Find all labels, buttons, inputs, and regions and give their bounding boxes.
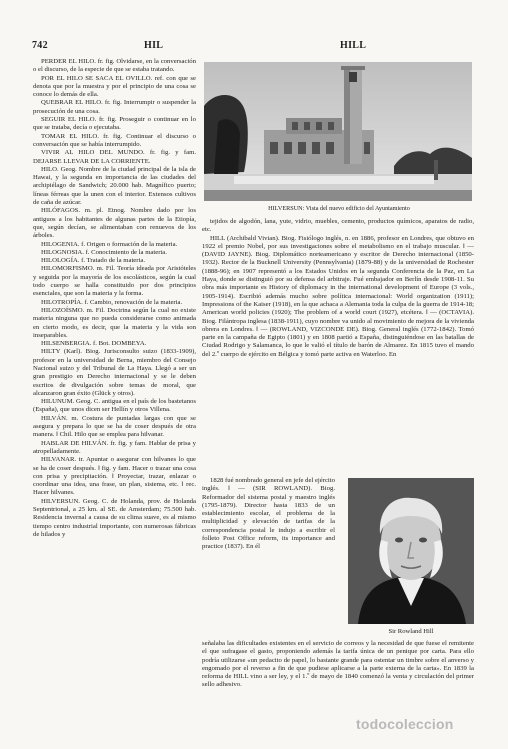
left-running-head: HIL <box>144 40 164 51</box>
dictionary-entry: HILOMORFISMO. m. Fil. Teoría ideada por Aristóteles y seguida por la mayoría de los escolásticos, según la cual todo cuerpo se halla constituido por dos principios esenciales, que son la materia y la forma. <box>33 265 196 298</box>
dictionary-entry: HILOLOGÍA. f. Tratado de la materia. <box>41 257 145 265</box>
dictionary-entry: HILL (Archibald Vivian). Biog. Fisiólogo inglés, n. en 1886, profesor en Londres, que obtuvo en 1922 el premio Nobel, por sus investigaciones sobre el metabolismo en el trabajo muscular. ‖ — (DAVID JAYNE). Biog. Diplomático norteamericano y escritor de Derecho internacional (1850-1932). Rector de la Bucknell University (Pennsylvania) (1879-88) y de la universidad de Rochester (1888-96); en 1907 representó a los Estados Unidos en la segunda Conferencia de la Paz, en La Haya, donde se distinguió por su defensa del arbitraje. Fué embajador en Berlín desde 1908-11. Su obra más importante es History of diplomacy in the international development of Europe (3 vols., 1905-1914). Escribió además mucho sobre política internacional: World organization (1911); Impressions of the Kaiser (1918), en la que achaca a Alemania toda la culpa de la guerra de 1914-18; American world policies (1920); The problem of a world court (1927), etcétera. ‖ — (OCTAVIA). Biog. Filántropa inglesa (1838-1911), cuyo nombre va unido al movimiento de mejora de la vivienda obrera en Londres. ‖ — (ROWLAND, VIZCONDE DE). Biog. General inglés (1772-1842). Tomó parte en la campaña de Egipto (1801) y en 1808 partió a España, distinguiéndose en las batallas de Ciudad Rodrigo y Salamanca, lo que le valió el título de barón de Almarez. En 1815 tuvo el mando del 2.º cuerpo de ejército en Bélgica y tomó parte activa en Waterloo. En <box>202 234 474 358</box>
photo-caption-rowland-hill: Sir Rowland Hill <box>388 628 434 635</box>
watermark-logo: todocoleccion <box>356 716 454 732</box>
dictionary-entry: HILÓFAGOS. m. pl. Etnog. Nombre dado por los antiguos a los habitantes de algunas partes de la Etiopía, que, según decían, se alimentaban con renuevos de los árboles. <box>33 207 196 240</box>
dictionary-entry: PERDER EL HILO. fr. fig. Olvidarse, en la conversación o el discurso, de la especie de que se estaba tratando. <box>33 58 196 74</box>
right-column-upper <box>202 218 474 359</box>
entry-rowland-hill-narrow: 1828 fué nombrado general en jefe del ejército inglés. ‖ — (SIR ROWLAND). Biog. Reformador del sistema postal y maestro inglés (1795-1879). Director hasta 1833 de un establecimiento escolar, el problema de la multiplicidad y elevación de tarifas de la correspondencia postal le indujo a escribir el folleto Post Office reform, its importance and practice (1837). En él <box>202 477 335 551</box>
page-number: 742 <box>32 40 48 51</box>
dictionary-entry: HILVÁN. m. Costura de puntadas largas con que se asegura y prepara lo que se ha de coser después de otra manera. ‖ Chil. Hilo que se emplea para hilvanar. <box>33 414 196 439</box>
dictionary-entry: HILO. Geog. Nombre de la ciudad principal de la isla de Hawai, y la segunda en importancia de las ciudades del archipiélago de Sandwich; 20.000 hab. Magnífico puerto; líneas férreas que la unen con el interior. Extensos cultivos de caña de azúcar. <box>33 165 196 207</box>
right-running-head: HILL <box>340 40 367 51</box>
dictionary-entry: HILOGENIA. f. Origen o formación de la materia. <box>41 240 178 248</box>
dictionary-entry: tejidos de algodón, lana, yute, vidrio, muebles, cemento, productos químicos, aparatos de radio, etc. <box>202 218 474 234</box>
dictionary-entry: HILUNUM. Geog. C. antigua en el país de los bastetanos (España), que unos dicen ser Hellín y otros Villena. <box>33 398 196 414</box>
right-column-lower <box>202 640 474 690</box>
dictionary-entry: HILOZOÍSMO. m. Fil. Doctrina según la cual no existe materia ninguna que no pueda considerarse como animada en cierto modo, es decir, que la materia y la vida son inseparables. <box>33 306 196 339</box>
dictionary-entry: HABLAR DE HILVÁN. fr. fig. y fam. Hablar de prisa y atropelladamente. <box>33 439 196 455</box>
photo-caption-hilversum: HILVERSUN: Vista del nuevo edificio del Ayuntamiento <box>268 205 410 212</box>
dictionary-entry: HILOGNOSIA. f. Conocimiento de la materia. <box>41 248 167 256</box>
rowland-hill-portrait <box>348 478 474 624</box>
dictionary-entry: HILOTROPÍA. f. Cambio, renovación de la materia. <box>41 298 183 306</box>
dictionary-entry: TOMAR EL HILO. fr. fig. Continuar el discurso o conversación que se había interrumpido. <box>33 132 196 148</box>
right-column-narrow <box>202 477 335 552</box>
dictionary-entry: HILSENBERGIA. f. Bot. DOMBEYA. <box>41 340 147 348</box>
entry-rowland-hill-continued: señalaba las dificultades existentes en el servicio de correos y la necesidad de que fuese el remitente el que sufragase el gasto, proponiendo además la tarifa única de un penique por carta. Para ello podría utilizarse «un pedacito de papel, lo bastante grande para ostentar un timbre sobre el anverso y engomado por el reverso a fin de que pudiese aplicarse a la parte externa de la carta». En 1839 la reforma de HILL vino a ser ley, y el 1.º de mayo de 1840 comenzó la venta y circulación del primer sello adhesivo. <box>202 640 474 689</box>
dictionary-entry: POR EL HILO SE SACA EL OVILLO. ref. con que se denota que por la muestra y por el principio de una cosa se conoce lo demás de ella. <box>33 74 196 99</box>
hilversum-town-hall-photo <box>204 62 472 201</box>
dictionary-entry: QUEBRAR EL HILO. fr. fig. Interrumpir o suspender la prosecución de una cosa. <box>33 99 196 115</box>
dictionary-entry: VIVIR AL HILO DEL MUNDO. fr. fig. y fam. DEJARSE LLEVAR DE LA CORRIENTE. <box>33 149 196 165</box>
dictionary-entry: HILTY (Karl). Biog. Jurisconsulto suizo (1833-1909), profesor en la universidad de Berna, miembro del Consejo Nacional suizo y del Tribunal de La Haya. Llegó a ser un gran prestigio en Derecho internacional y se le deben escritos de divulgación sobre temas de moral, que alcanzaron gran éxito (Glück y otros). <box>33 348 196 397</box>
left-column <box>33 58 196 539</box>
dictionary-entry: HILVANAR. tr. Apuntar o asegurar con hilvanes lo que se ha de coser después. ‖ fig. y fam. Hacer o trazar una cosa con prisa y precipitación. ‖ Proyectar, trazar, enlazar o coordinar una idea, una frase, un plan, sistema, etc. ‖ rec. Hacer hilvanes. <box>33 456 196 497</box>
dictionary-entry: SEGUIR EL HILO. fr. fig. Proseguir o continuar en lo que se trataba, decía o ejecutaba. <box>33 116 196 132</box>
dictionary-entry: HILVERSUN. Geog. C. de Holanda, prov. de Holanda Septentrional, a 25 km. al SE. de Amsterdam; 75.500 hab. Residencia invernal a causa de su clima suave, es al mismo tiempo centro industrial importante, con numerosas fábricas de hilados y <box>33 497 196 538</box>
